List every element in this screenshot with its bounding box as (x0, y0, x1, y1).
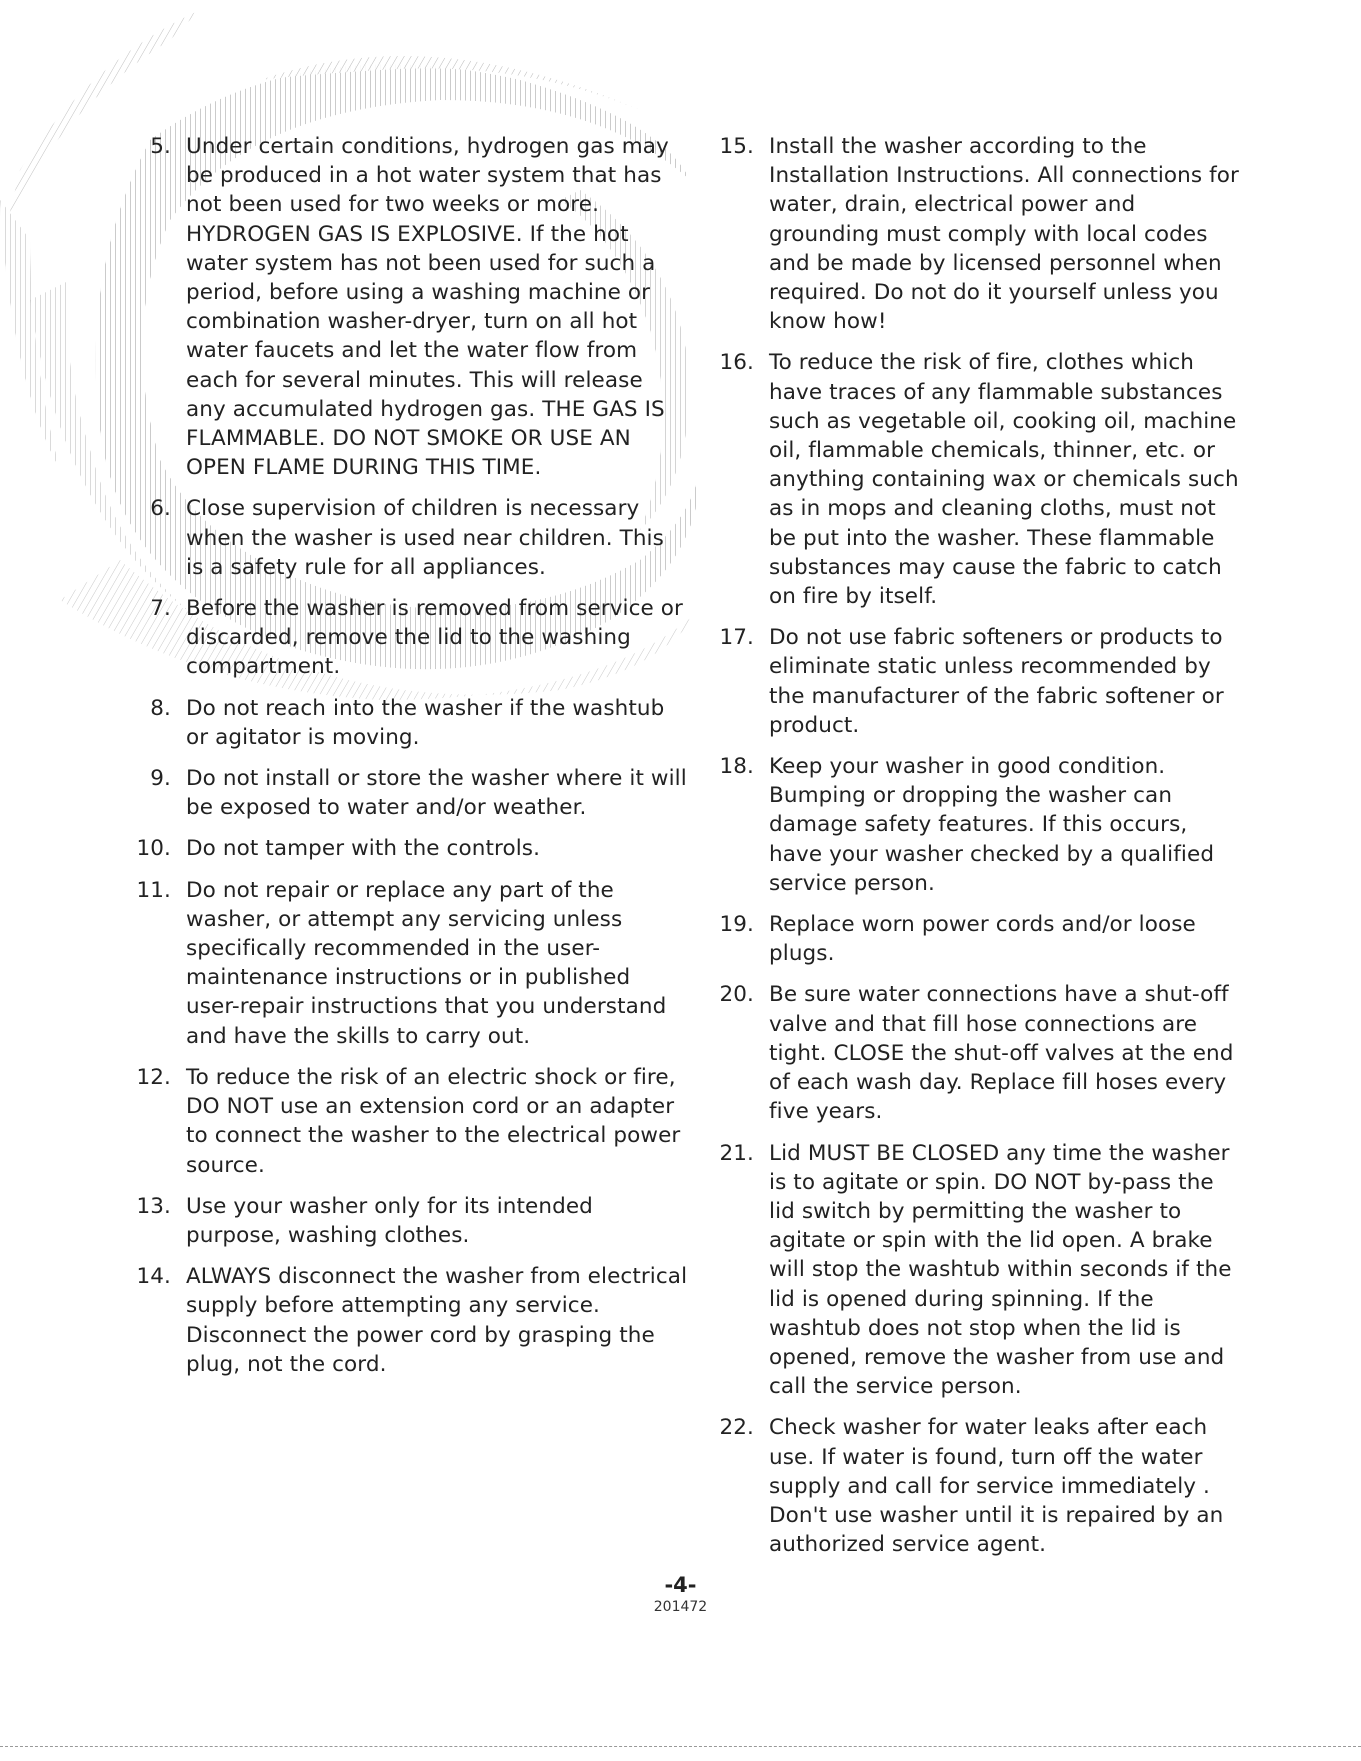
list-item (128, 876, 688, 1051)
item-number: 8. (150, 695, 171, 721)
item-number: 9. (150, 766, 171, 792)
list-item (710, 623, 1240, 740)
item-text: Do not reach into the washer if the washtub or agitator is moving. (186, 695, 665, 750)
item-number: 19. (719, 912, 754, 938)
item-number: 22. (719, 1415, 754, 1441)
item-text: Do not install or store the washer where it will be exposed to water and/or weather. (186, 766, 687, 821)
item-text: Close supervision of children is necessary when the washer is used near children. This is a safety rule for all appliances. (186, 496, 664, 580)
item-text: Be sure water connections have a shut-off valve and that fill hose connections are tight. CLOSE the shut-off valves at the end of each wash day. Replace fill hoses every five years. (769, 982, 1234, 1125)
item-text: Under certain conditions, hydrogen gas may be produced in a hot water system that has not been used for two weeks or more. HYDROGEN GAS IS EXPLOSIVE. If the hot water system has not been used for such a period, before using a washing machine or combination washer-dryer, turn on all hot water faucets and let the water flow from each for several minutes. This will release any accumulated hydrogen gas. THE GAS IS FLAMMABLE. DO NOT SMOKE OR USE AN OPEN FLAME DURING THIS TIME. (186, 134, 669, 481)
item-number: 11. (136, 877, 171, 903)
list-item (128, 764, 688, 822)
list-item (710, 910, 1240, 968)
right-column (710, 132, 1240, 1571)
bottom-divider (0, 1746, 1361, 1747)
item-text: ALWAYS disconnect the washer from electrical supply before attempting any service. Disconnect the power cord by grasping the plug, not the cord. (186, 1264, 688, 1377)
list-item (128, 594, 688, 682)
item-number: 18. (719, 754, 754, 780)
item-text: Keep your washer in good condition. Bumping or dropping the washer can damage safety features. If this occurs, have your washer checked by a qualified service person. (769, 754, 1215, 896)
item-number: 5. (150, 134, 171, 159)
list-item (128, 694, 688, 752)
item-number: 7. (150, 596, 171, 622)
item-text: Install the washer according to the Installation Instructions. All connections for water, drain, electrical power and grounding must comply with local codes and be made by licensed personnel when required. Do not do it yourself unless you know how! (769, 134, 1239, 335)
item-number: 12. (136, 1064, 171, 1090)
item-text: Do not tamper with the controls. (186, 836, 541, 862)
item-text: Do not use fabric softeners or products to eliminate static unless recommended by the manufacturer of the fabric softener or product. (769, 625, 1224, 738)
list-item (710, 132, 1240, 336)
list-item (128, 1262, 688, 1379)
left-column (128, 132, 688, 1391)
item-number: 16. (719, 350, 754, 376)
list-item (710, 752, 1240, 898)
item-text: Before the washer is removed from service or discarded, remove the lid to the washing compartment. (186, 596, 683, 680)
item-text: Check washer for water leaks after each use. If water is found, turn off the water supply and call for service immediately . Don't use washer until it is repaired by an authorized service agent. (769, 1415, 1224, 1558)
item-text: To reduce the risk of an electric shock or fire, DO NOT use an extension cord or an adapter to connect the washer to the electrical power source. (186, 1064, 681, 1178)
item-text: Do not repair or replace any part of the washer, or attempt any servicing unless specifically recommended in the user-maintenance instructions or in published user-repair instructions that you understand and have the skills to carry out. (186, 877, 667, 1049)
item-number: 17. (719, 625, 754, 651)
list-item (710, 1413, 1240, 1559)
item-number: 6. (150, 496, 171, 522)
list-item (128, 1063, 688, 1180)
list-item (128, 132, 688, 482)
list-item (128, 494, 688, 582)
page-number: -4- (664, 1573, 697, 1597)
item-text: Replace worn power cords and/or loose plugs. (769, 912, 1196, 967)
item-text: Lid MUST BE CLOSED any time the washer is to agitate or spin. DO NOT by-pass the lid switch by permitting the washer to agitate or spin with the lid open. A brake will stop the washtub within seconds if the lid is opened during spinning. If the washtub does not stop when the lid is opened, remove the washer from use and call the service person. (769, 1140, 1232, 1400)
list-item (710, 980, 1240, 1126)
item-number: 14. (136, 1264, 171, 1290)
item-text: Use your washer only for its intended purpose, washing clothes. (186, 1193, 593, 1248)
list-item (128, 1192, 688, 1250)
document-code: 201472 (653, 1599, 708, 1615)
list-item (710, 1139, 1240, 1402)
item-number: 10. (136, 836, 171, 862)
list-item (128, 834, 688, 863)
item-number: 13. (136, 1193, 171, 1219)
item-number: 15. (719, 134, 754, 159)
item-number: 20. (719, 982, 754, 1008)
list-item (710, 348, 1240, 611)
item-text: To reduce the risk of fire, clothes which have traces of any flammable substances such as vegetable oil, cooking oil, machine oil, flammable chemicals, thinner, etc. or anything containing wax or chemicals such as in mops and cleaning cloths, must not be put into the washer. These flammable substances may cause the fabric to catch on fire by itself. (769, 350, 1239, 610)
item-number: 21. (719, 1140, 754, 1166)
page-footer (0, 1572, 1361, 1616)
